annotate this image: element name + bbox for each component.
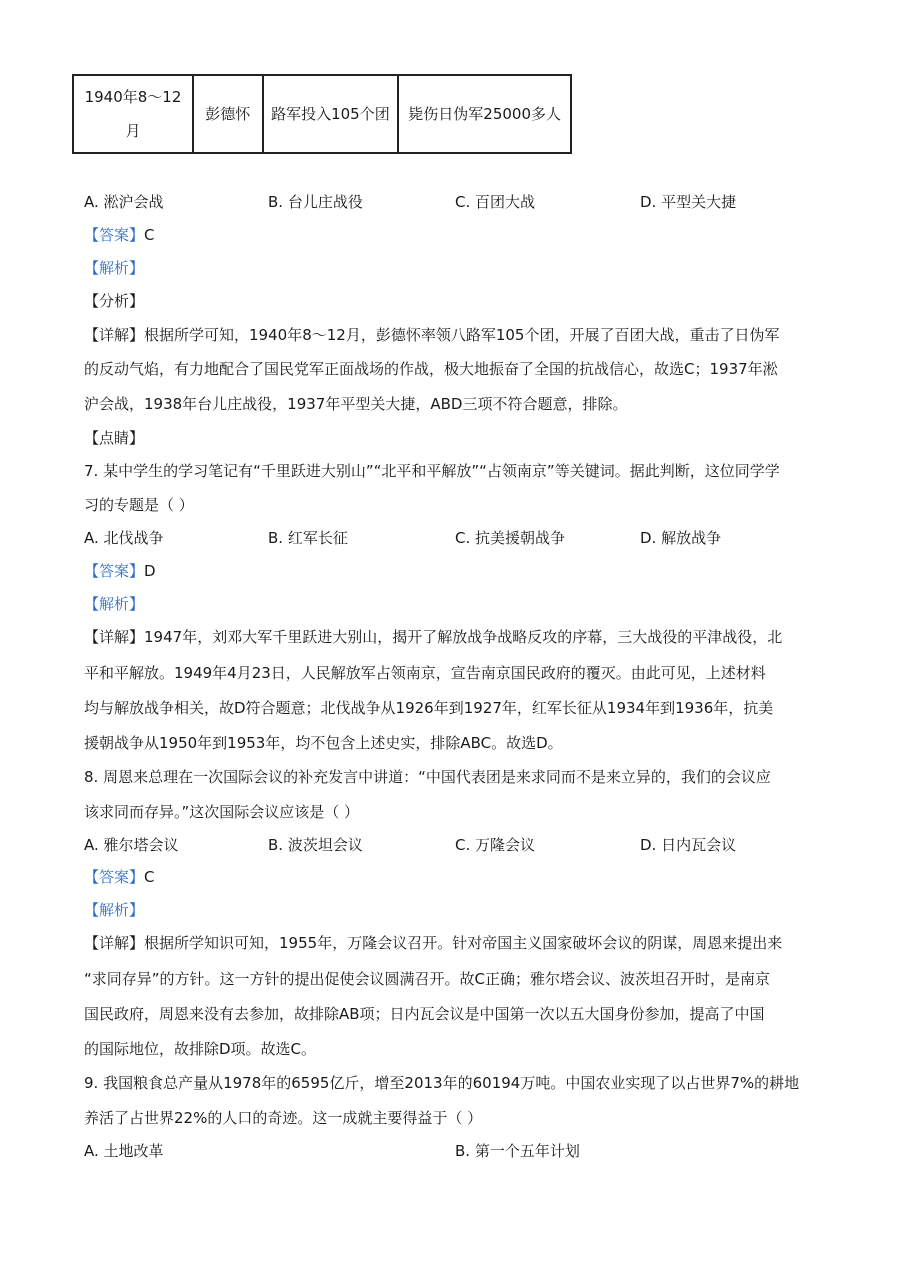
q8-answer bbox=[84, 867, 155, 887]
detail-tag: 【详解】 bbox=[84, 628, 145, 646]
q6-option-c: C. 百团大战 bbox=[455, 193, 536, 211]
q6-option-b: B. 台儿庄战役 bbox=[268, 193, 363, 211]
q7-stem-line-1: 7. 某中学生的学习笔记有“千里跃进大别山”“北平和平解放”“占领南京”等关键词。据此判断，这位同学学 bbox=[84, 462, 780, 480]
q7-detail-line-3: 均与解放战争相关，故D符合题意；北伐战争从1926年到1927年，红军长征从1934年到1936年，抗美 bbox=[84, 699, 774, 717]
q8-option-c: C. 万隆会议 bbox=[455, 836, 536, 854]
q7-option-d: D. 解放战争 bbox=[640, 529, 722, 547]
detail-tag: 【详解】 bbox=[84, 326, 145, 344]
result-cell: 毙伤日伪军25000多人 bbox=[398, 75, 571, 153]
q8-detail-line-2: “求同存异”的方针。这一方针的提出促使会议圆满召开。故C正确；雅尔塔会议、波茨坦召开时，是南京 bbox=[84, 970, 771, 988]
q6-jiexi-tag: 【解析】 bbox=[84, 259, 145, 277]
q8-detail-line-1 bbox=[84, 933, 782, 953]
q7-detail-line-1 bbox=[84, 627, 782, 647]
q8-option-d: D. 日内瓦会议 bbox=[640, 836, 737, 854]
q7-option-a: A. 北伐战争 bbox=[84, 529, 164, 547]
table-row bbox=[73, 75, 571, 153]
person-cell: 彭德怀 bbox=[193, 75, 262, 153]
answer-value: C bbox=[144, 226, 155, 244]
q6-answer bbox=[84, 225, 155, 245]
q7-jiexi-tag: 【解析】 bbox=[84, 595, 145, 613]
q6-detail-line-2: 的反动气焰，有力地配合了国民党军正面战场的作战，极大地振奋了全国的抗战信心，故选C；1937年淞 bbox=[84, 360, 778, 378]
force-cell: 路军投入105个团 bbox=[263, 75, 399, 153]
q9-stem-line-2: 养活了占世界22%的人口的奇迹。这一成就主要得益于（ ） bbox=[84, 1109, 483, 1127]
q8-detail-line-3: 国民政府，周恩来没有去参加，故排除AB项；日内瓦会议是中国第一次以五大国身份参加，提高了中国 bbox=[84, 1005, 765, 1023]
detail-text: 根据所学知识可知，1955年，万隆会议召开。针对帝国主义国家破坏会议的阴谋，周恩来提出来 bbox=[144, 934, 783, 952]
q8-stem-line-1: 8. 周恩来总理在一次国际会议的补充发言中讲道：“中国代表团是来求同而不是来立异的，我们的会议应 bbox=[84, 768, 771, 786]
q9-stem-line-1: 9. 我国粮食总产量从1978年的6595亿斤，增至2013年的60194万吨。中国农业实现了以占世界7%的耕地 bbox=[84, 1074, 800, 1092]
q8-option-b: B. 波茨坦会议 bbox=[268, 836, 363, 854]
answer-tag: 【答案】 bbox=[84, 562, 145, 580]
q8-detail-line-4: 的国际地位，故排除D项。故选C。 bbox=[84, 1040, 317, 1058]
event-table bbox=[72, 74, 572, 154]
q6-option-d: D. 平型关大捷 bbox=[640, 193, 737, 211]
q7-detail-line-2: 平和平解放。1949年4月23日，人民解放军占领南京，宣告南京国民政府的覆灭。由此可见，上述材料 bbox=[84, 664, 766, 682]
detail-tag: 【详解】 bbox=[84, 934, 145, 952]
detail-text: 根据所学可知，1940年8～12月，彭德怀率领八路军105个团，开展了百团大战，重击了日伪军 bbox=[144, 326, 780, 344]
q8-option-a: A. 雅尔塔会议 bbox=[84, 836, 179, 854]
answer-tag: 【答案】 bbox=[84, 226, 145, 244]
detail-text: 1947年，刘邓大军千里跃进大别山，揭开了解放战争战略反攻的序幕，三大战役的平津战役，北 bbox=[144, 628, 783, 646]
q7-stem-line-2: 习的专题是（ ） bbox=[84, 496, 194, 514]
q6-detail-line-3: 沪会战，1938年台儿庄战役，1937年平型关大捷，ABD三项不符合题意，排除。 bbox=[84, 395, 628, 413]
q6-dianjing-tag: 【点睛】 bbox=[84, 429, 145, 447]
q8-stem-line-2: 该求同而存异。”这次国际会议应该是（ ） bbox=[84, 803, 360, 821]
q7-option-c: C. 抗美援朝战争 bbox=[455, 529, 566, 547]
q7-answer bbox=[84, 561, 156, 581]
q7-option-b: B. 红军长征 bbox=[268, 529, 348, 547]
answer-value: C bbox=[144, 868, 155, 886]
q8-jiexi-tag: 【解析】 bbox=[84, 901, 145, 919]
q9-option-b: B. 第一个五年计划 bbox=[455, 1142, 580, 1160]
q9-option-a: A. 土地改革 bbox=[84, 1142, 164, 1160]
answer-value: D bbox=[144, 562, 156, 580]
q7-detail-line-4: 援朝战争从1950年到1953年，均不包含上述史实，排除ABC。故选D。 bbox=[84, 734, 563, 752]
q6-option-a: A. 淞沪会战 bbox=[84, 193, 164, 211]
q6-detail-line-1 bbox=[84, 325, 779, 345]
time-cell: 1940年8～12月 bbox=[73, 75, 193, 153]
q6-fenxi-tag: 【分析】 bbox=[84, 292, 145, 310]
answer-tag: 【答案】 bbox=[84, 868, 145, 886]
